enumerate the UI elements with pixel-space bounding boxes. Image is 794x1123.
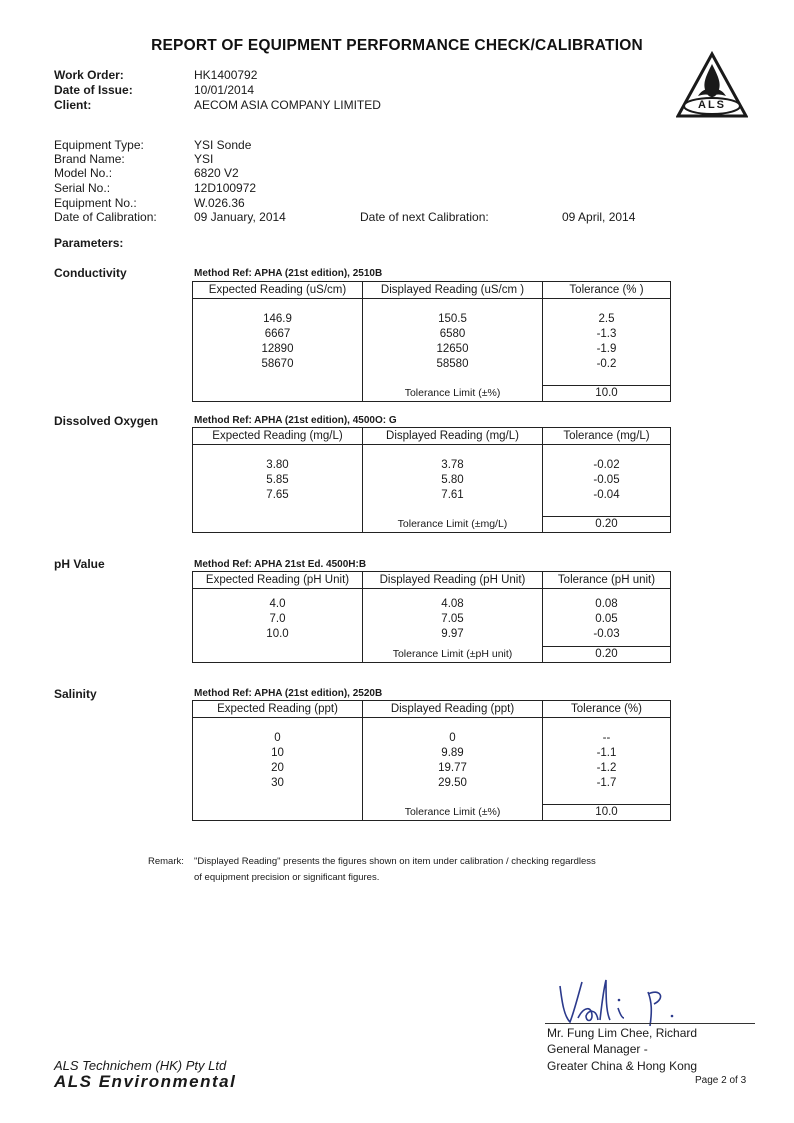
table-row	[193, 327, 671, 342]
table-row	[193, 731, 671, 746]
dissolved-oxygen-table	[192, 427, 671, 533]
expected-value: 7.65	[193, 488, 363, 503]
section-salinity-title: Salinity	[54, 687, 97, 701]
equipment-no-label: Equipment No.:	[54, 196, 137, 210]
tolerance-value: -0.04	[543, 488, 671, 503]
tolerance-value: -0.03	[543, 627, 671, 642]
displayed-value: 9.89	[363, 746, 543, 761]
expected-value: 3.80	[193, 458, 363, 473]
section-conductivity-title: Conductivity	[54, 266, 127, 280]
tolerance-value: -1.2	[543, 761, 671, 776]
displayed-value: 58580	[363, 357, 543, 372]
column-header: Expected Reading (mg/L)	[193, 428, 363, 445]
table-row	[193, 746, 671, 761]
model-no-value: 6820 V2	[194, 166, 239, 180]
table-row	[193, 342, 671, 357]
tolerance-limit-value: 0.20	[543, 517, 671, 533]
calibration-date-value: 09 January, 2014	[194, 210, 286, 224]
displayed-value: 5.80	[363, 473, 543, 488]
tolerance-value: 0.08	[543, 597, 671, 612]
tolerance-value: --	[543, 731, 671, 746]
column-header: Tolerance (% )	[543, 282, 671, 299]
report-title: REPORT OF EQUIPMENT PERFORMANCE CHECK/CALIBRATION	[151, 37, 643, 54]
table-row	[193, 612, 671, 627]
brand-name: ALS Environmental	[54, 1072, 237, 1091]
expected-value: 5.85	[193, 473, 363, 488]
brand-name-label: Brand Name:	[54, 152, 125, 166]
tolerance-limit-value: 10.0	[543, 805, 671, 821]
section-dissolved-oxygen-title: Dissolved Oxygen	[54, 414, 159, 428]
tolerance-value: -1.9	[543, 342, 671, 357]
column-header: Expected Reading (ppt)	[193, 701, 363, 718]
als-logo-icon	[676, 50, 748, 122]
displayed-value: 4.08	[363, 597, 543, 612]
tolerance-value: -0.02	[543, 458, 671, 473]
tolerance-limit-label: Tolerance Limit (±mg/L)	[363, 517, 543, 533]
tolerance-value: -1.7	[543, 776, 671, 791]
signature-line	[545, 1023, 755, 1024]
displayed-value: 0	[363, 731, 543, 746]
tolerance-value: -0.2	[543, 357, 671, 372]
salinity-table	[192, 700, 671, 821]
table-row	[193, 473, 671, 488]
signatory-region: Greater China & Hong Kong	[547, 1059, 698, 1073]
column-header: Displayed Reading (uS/cm )	[363, 282, 543, 299]
expected-value: 30	[193, 776, 363, 791]
column-header: Displayed Reading (pH Unit)	[363, 572, 543, 589]
column-header: Displayed Reading (ppt)	[363, 701, 543, 718]
expected-value: 7.0	[193, 612, 363, 627]
serial-no-value: 12D100972	[194, 181, 257, 195]
remark-label: Remark:	[148, 856, 184, 867]
remark-line-1: "Displayed Reading" presents the figures shown on item under calibration / checking regardless	[194, 856, 596, 867]
table-row	[193, 761, 671, 776]
calibration-date-label: Date of Calibration:	[54, 210, 157, 224]
expected-value: 6667	[193, 327, 363, 342]
tolerance-value: 0.05	[543, 612, 671, 627]
section-ph-value-title: pH Value	[54, 557, 105, 571]
displayed-value: 3.78	[363, 458, 543, 473]
company-name: ALS Technichem (HK) Pty Ltd	[54, 1058, 227, 1073]
als-logo-text: ALS	[698, 99, 726, 111]
parameters-heading: Parameters:	[54, 236, 124, 250]
equipment-type-label: Equipment Type:	[54, 138, 144, 152]
displayed-value: 19.77	[363, 761, 543, 776]
serial-no-label: Serial No.:	[54, 181, 111, 195]
als-logo	[676, 50, 748, 122]
work-order-value: HK1400792	[194, 68, 258, 82]
table-row	[193, 458, 671, 473]
column-header: Tolerance (pH unit)	[543, 572, 671, 589]
tolerance-limit-value: 10.0	[543, 386, 671, 402]
expected-value: 20	[193, 761, 363, 776]
next-calibration-label: Date of next Calibration:	[360, 210, 489, 224]
work-order-label: Work Order:	[54, 68, 124, 82]
expected-value: 58670	[193, 357, 363, 372]
table-row	[193, 597, 671, 612]
expected-value: 12890	[193, 342, 363, 357]
displayed-value: 12650	[363, 342, 543, 357]
displayed-value: 6580	[363, 327, 543, 342]
column-header: Tolerance (mg/L)	[543, 428, 671, 445]
equipment-type-value: YSI Sonde	[194, 138, 252, 152]
issue-date-value: 10/01/2014	[194, 83, 255, 97]
remark-line-2: of equipment precision or significant figures.	[194, 872, 380, 883]
displayed-value: 7.61	[363, 488, 543, 503]
table-row	[193, 312, 671, 327]
tolerance-limit-label: Tolerance Limit (±pH unit)	[363, 647, 543, 663]
expected-value: 10.0	[193, 627, 363, 642]
table-row	[193, 627, 671, 642]
dissolved-oxygen-method-ref: Method Ref: APHA (21st edition), 4500O: G	[194, 415, 397, 426]
ph-value-method-ref: Method Ref: APHA 21st Ed. 4500H:B	[194, 559, 367, 570]
conductivity-table	[192, 281, 671, 402]
table-row	[193, 357, 671, 372]
next-calibration-value: 09 April, 2014	[562, 210, 636, 224]
tolerance-value: -0.05	[543, 473, 671, 488]
tolerance-limit-value: 0.20	[543, 647, 671, 663]
expected-value: 0	[193, 731, 363, 746]
issue-date-label: Date of Issue:	[54, 83, 133, 97]
table-row	[193, 776, 671, 791]
model-no-label: Model No.:	[54, 166, 113, 180]
expected-value: 10	[193, 746, 363, 761]
displayed-value: 29.50	[363, 776, 543, 791]
displayed-value: 150.5	[363, 312, 543, 327]
tolerance-value: -1.1	[543, 746, 671, 761]
signatory-name: Mr. Fung Lim Chee, Richard	[547, 1026, 698, 1040]
displayed-value: 9.97	[363, 627, 543, 642]
column-header: Tolerance (%)	[543, 701, 671, 718]
tolerance-value: 2.5	[543, 312, 671, 327]
ph-value-table	[192, 571, 671, 663]
equipment-no-value: W.026.36	[194, 196, 245, 210]
client-value: AECOM ASIA COMPANY LIMITED	[194, 98, 381, 112]
column-header: Expected Reading (uS/cm)	[193, 282, 363, 299]
client-label: Client:	[54, 98, 92, 112]
brand-name-value: YSI	[194, 152, 214, 166]
salinity-method-ref: Method Ref: APHA (21st edition), 2520B	[194, 688, 383, 699]
table-row	[193, 488, 671, 503]
column-header: Displayed Reading (mg/L)	[363, 428, 543, 445]
expected-value: 146.9	[193, 312, 363, 327]
expected-value: 4.0	[193, 597, 363, 612]
conductivity-method-ref: Method Ref: APHA (21st edition), 2510B	[194, 268, 383, 279]
tolerance-limit-label: Tolerance Limit (±%)	[363, 386, 543, 402]
signatory-title: General Manager -	[547, 1042, 648, 1056]
page-number: Page 2 of 3	[695, 1075, 747, 1086]
tolerance-value: -1.3	[543, 327, 671, 342]
column-header: Expected Reading (pH Unit)	[193, 572, 363, 589]
displayed-value: 7.05	[363, 612, 543, 627]
tolerance-limit-label: Tolerance Limit (±%)	[363, 805, 543, 821]
